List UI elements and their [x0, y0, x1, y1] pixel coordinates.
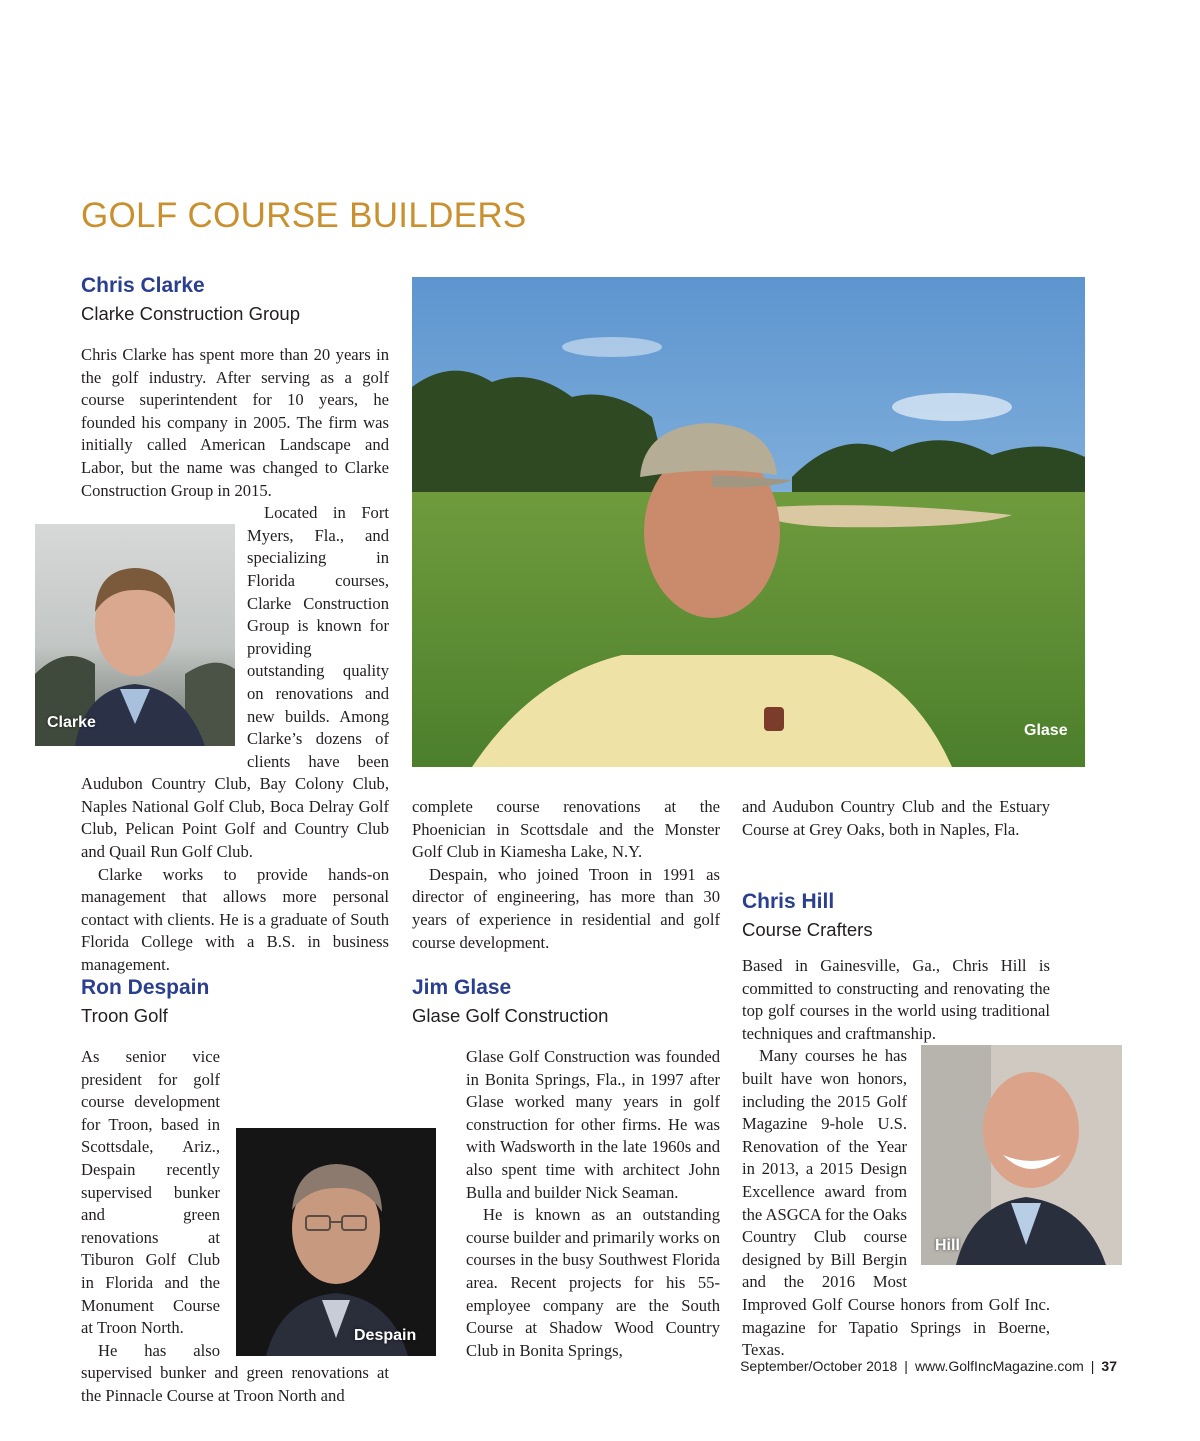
clarke-name: Chris Clarke	[81, 274, 205, 297]
despain-portrait-image	[236, 1128, 436, 1356]
despain-paragraph-2b: complete course renovations at the Phoenician in Scottsdale and the Monster Golf Club in Kiamesha Lake, N.Y.	[412, 797, 720, 862]
despain-article	[81, 1046, 417, 1408]
hill-company: Course Crafters	[742, 919, 873, 940]
hill-paragraph-2: Many courses he has built have won honors, including the 2015 Golf Magazine 9-hole U.S. Renovation of the Year in 2013, a 2015 Design Excellence award from the ASGCA for the Oaks Country Club course designed by Bill Bergin and the 2016 Most Improved Golf Course honors from Golf Inc. magazine for Tapatio Springs in Boerne, Texas.	[742, 1046, 1050, 1360]
hill-photo-caption: Hill	[935, 1237, 960, 1255]
despain-photo	[236, 1128, 436, 1356]
hill-name: Chris Hill	[742, 890, 835, 913]
clarke-paragraph-2: Located in Fort Myers, Fla., and specializing in Florida courses, Clarke Construction Group is known for providing outstanding quality on renovations and new builds. Among Clarke’s dozens of clients have been Audubon Country Club, Bay Colony Club, Naples National Golf Club, Boca Delray Golf Club, Pelican Point Golf and Country Club and Quail Run Golf Club.	[81, 503, 389, 862]
despain-company: Troon Golf	[81, 1005, 168, 1026]
clarke-paragraph-1: Chris Clarke has spent more than 20 years in the golf industry. After serving as a golf course superintendent for 10 years, he founded his company in 2005. The firm was initially called American Landscape and Labor, but the name was changed to Clarke Construction Group in 2015.	[81, 345, 389, 500]
despain-name: Ron Despain	[81, 976, 210, 999]
page-footer	[740, 1358, 1117, 1374]
hill-paragraph-1: Based in Gainesville, Ga., Chris Hill is committed to constructing and renovating the top golf courses in the world using traditional techniques and craftmanship.	[742, 956, 1050, 1043]
glase-wrap-spacer	[412, 1106, 466, 1422]
clarke-company: Clarke Construction Group	[81, 303, 301, 324]
glase-company: Glase Golf Construction	[412, 1005, 609, 1026]
hill-article	[742, 955, 1050, 1362]
glase-paragraph-2a: He is known as an outstanding course builder and primarily works on courses in the busy Southwest Florida area. Recent projects for his 55-employee company are the South Course at Shadow Wood Country Club in Bonita Springs,	[466, 1205, 720, 1360]
clarke-article	[47, 344, 389, 977]
glase-name: Jim Glase	[412, 976, 512, 999]
despain-paragraph-2a: He has also supervised bunker and green renovations at the Pinnacle Course at Troon North and	[81, 1340, 389, 1405]
glase-portrait-image	[412, 277, 1085, 767]
glase-paragraph-2b: and Audubon Country Club and the Estuary Course at Grey Oaks, both in Naples, Fla.	[742, 797, 1050, 839]
footer-website: www.GolfIncMagazine.com	[914, 1358, 1084, 1374]
footer-separator-1: |	[904, 1358, 908, 1374]
despain-paragraph-3: Despain, who joined Troon in 1991 as director of engineering, has more than 30 years of experience in residential and golf course development.	[412, 864, 720, 952]
glase-photo-caption: Glase	[1024, 722, 1068, 739]
despain-article-continued	[412, 796, 720, 954]
glase-photo	[412, 277, 1085, 767]
despain-photo-caption: Despain	[354, 1327, 417, 1344]
glase-article	[412, 1046, 720, 1422]
footer-issue: September/October 2018	[740, 1358, 898, 1374]
glase-paragraph-1: Glase Golf Construction was founded in Bonita Springs, Fla., in 1997 after Glase worked many years in golf construction for other firms. He was with Wadsworth in the late 1960s and also spent time with architect John Bulla and builder Nick Seaman.	[466, 1047, 720, 1202]
page-number: 37	[1101, 1358, 1117, 1374]
clarke-paragraph-3: Clarke works to provide hands-on management that allows more personal contact with clients. He is a graduate of South Florida College with a B.S. in business management.	[81, 864, 389, 975]
despain-paragraph-1: As senior vice president for golf course development for Troon, based in Scottsdale, Ariz., Despain recently supervised bunker and green renovations at Tiburon Golf Club in Florida and the Monument Course at Troon North.	[81, 1047, 220, 1338]
section-title: GOLF COURSE BUILDERS	[81, 196, 527, 235]
footer-separator-2: |	[1090, 1358, 1095, 1374]
clarke-photo-caption: Clarke	[47, 714, 96, 732]
hill-photo	[921, 1045, 1122, 1265]
hill-portrait-image	[921, 1045, 1122, 1265]
glase-article-continued	[742, 796, 1050, 841]
clarke-photo	[35, 524, 235, 746]
